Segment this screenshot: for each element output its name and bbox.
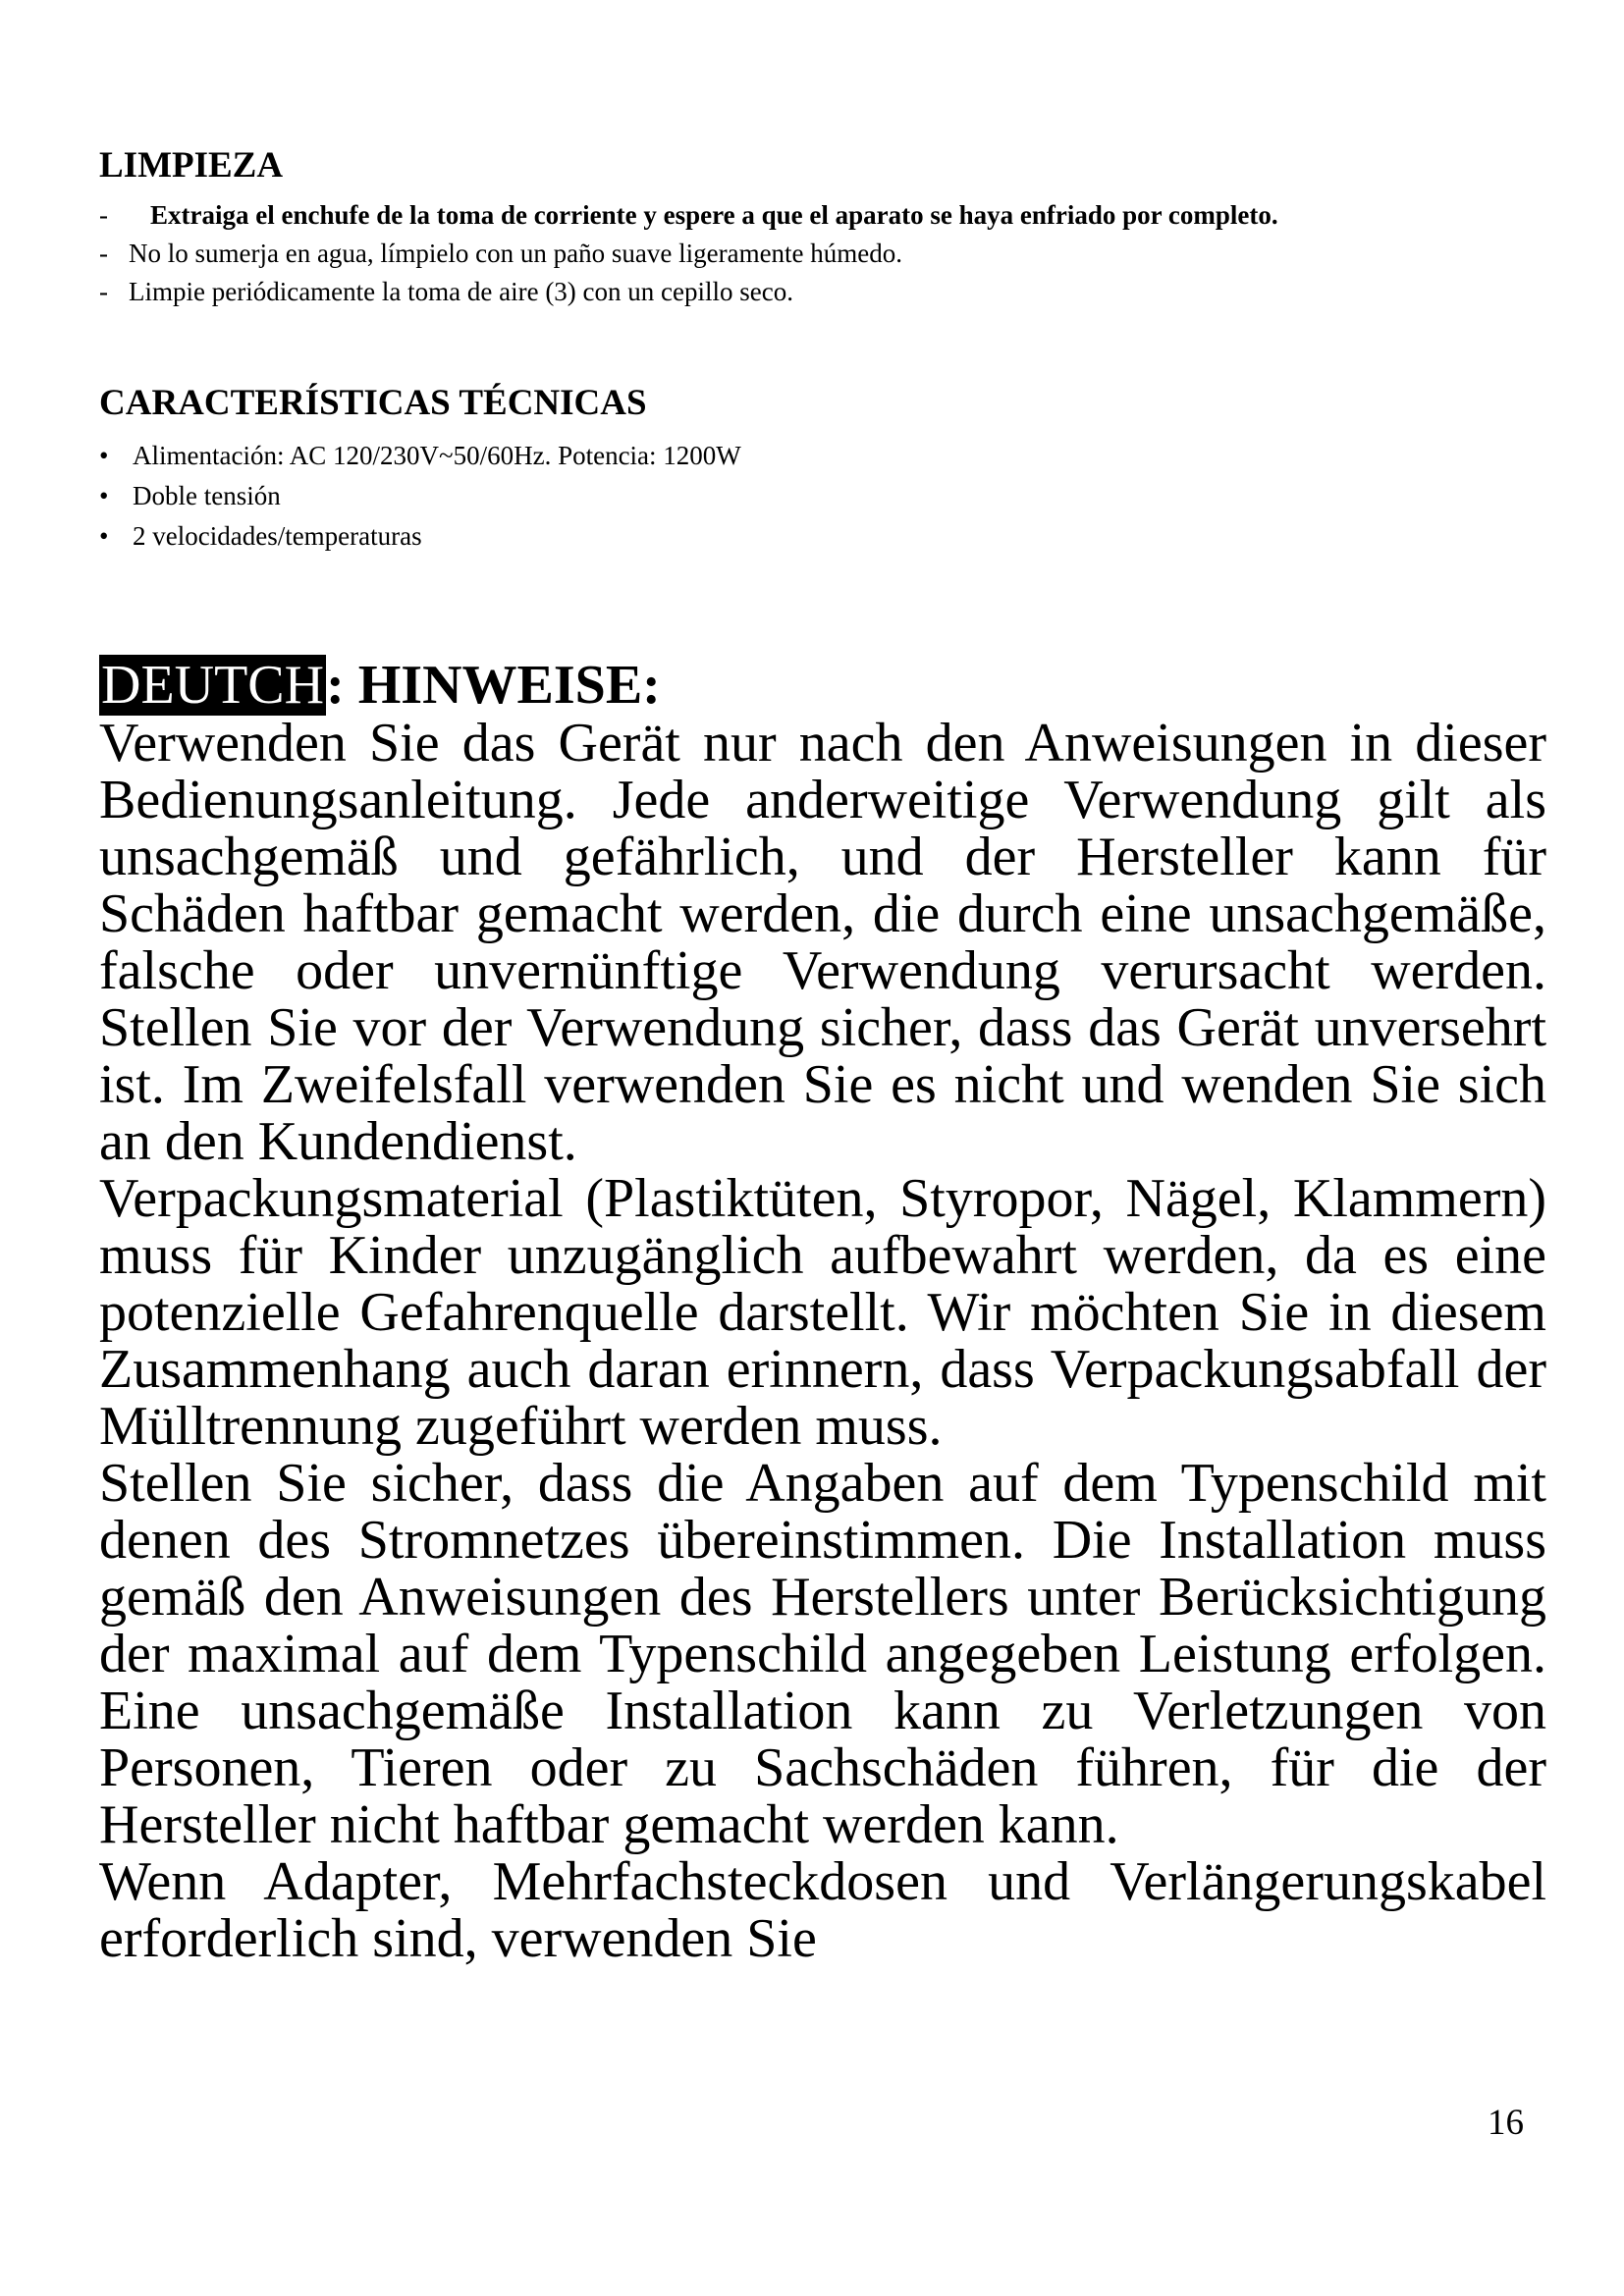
cleaning-heading: LIMPIEZA [99,145,284,186]
tech-spec-item [99,476,741,516]
cleaning-item [99,273,1543,311]
dash-marker: - [99,200,108,230]
cleaning-item-text: Limpie periódicamente la toma de aire (3) con un cepillo seco. [129,277,793,306]
german-body [99,715,1546,1967]
bullet-marker: • [99,521,109,551]
cleaning-item [99,196,1543,235]
bullet-marker: • [99,441,109,470]
german-paragraph: Verpackungsmaterial (Plastiktüten, Styropor, Nägel, Klammern) muss für Kinder unzugänglich aufbewahrt werden, da es eine potenzielle Gefahrenquelle darstellt. Wir möchten Sie in diesem Zusammenhang auch daran erinnern, dass Verpackungsabfall der Mülltrennung zugeführt werden muss. [99,1168,1546,1457]
german-section-heading [99,655,661,716]
tech-specs-heading: CARACTERÍSTICAS TÉCNICAS [99,383,647,423]
cleaning-item-text: No lo sumerja en agua, límpielo con un paño suave ligeramente húmedo. [129,239,903,268]
cleaning-list [99,196,1543,311]
tech-spec-item [99,436,741,476]
dash-marker: - [99,239,108,268]
tech-spec-text: Alimentación: AC 120/230V~50/60Hz. Potencia: 1200W [133,441,741,470]
tech-spec-text: 2 velocidades/temperaturas [133,521,422,551]
german-heading-text: : HINWEISE: [326,655,661,716]
cleaning-item-text: Extraiga el enchufe de la toma de corriente y espere a que el aparato se haya enfriado por completo. [150,200,1278,230]
german-paragraph: Wenn Adapter, Mehrfachsteckdosen und Verlängerungskabel erforderlich sind, verwenden Sie [99,1851,1546,1969]
german-paragraph: Verwenden Sie das Gerät nur nach den Anweisungen in dieser Bedienungsanleitung. Jede anderweitige Verwendung gilt als unsachgemäß und gefährlich, und der Hersteller kann für Schäden haftbar gemacht werden, die durch eine unsachgemäße, falsche oder unvernünftige Verwendung verursacht werden. Stellen Sie vor der Verwendung sicher, dass das Gerät unversehrt ist. Im Zweifelsfall verwenden Sie es nicht und wenden Sie sich an den Kundendienst. [99,713,1546,1172]
cleaning-item [99,235,1543,273]
tech-specs-list [99,436,741,557]
tech-spec-text: Doble tensión [133,481,281,510]
language-tag: DEUTCH [101,655,325,716]
tech-spec-item [99,516,741,557]
bullet-marker: • [99,481,109,510]
german-paragraph: Stellen Sie sicher, dass die Angaben auf dem Typenschild mit denen des Stromnetzes übereinstimmen. Die Installation muss gemäß den Anweisungen des Herstellers unter Berücksichtigung der maximal auf dem Typenschild angegeben Leistung erfolgen. Eine unsachgemäße Installation kann zu Verletzungen von Personen, Tieren oder zu Sachschäden führen, für die der Hersteller nicht haftbar gemacht werden kann. [99,1453,1546,1855]
page-number: 16 [1488,2103,1524,2143]
dash-marker: - [99,277,108,306]
